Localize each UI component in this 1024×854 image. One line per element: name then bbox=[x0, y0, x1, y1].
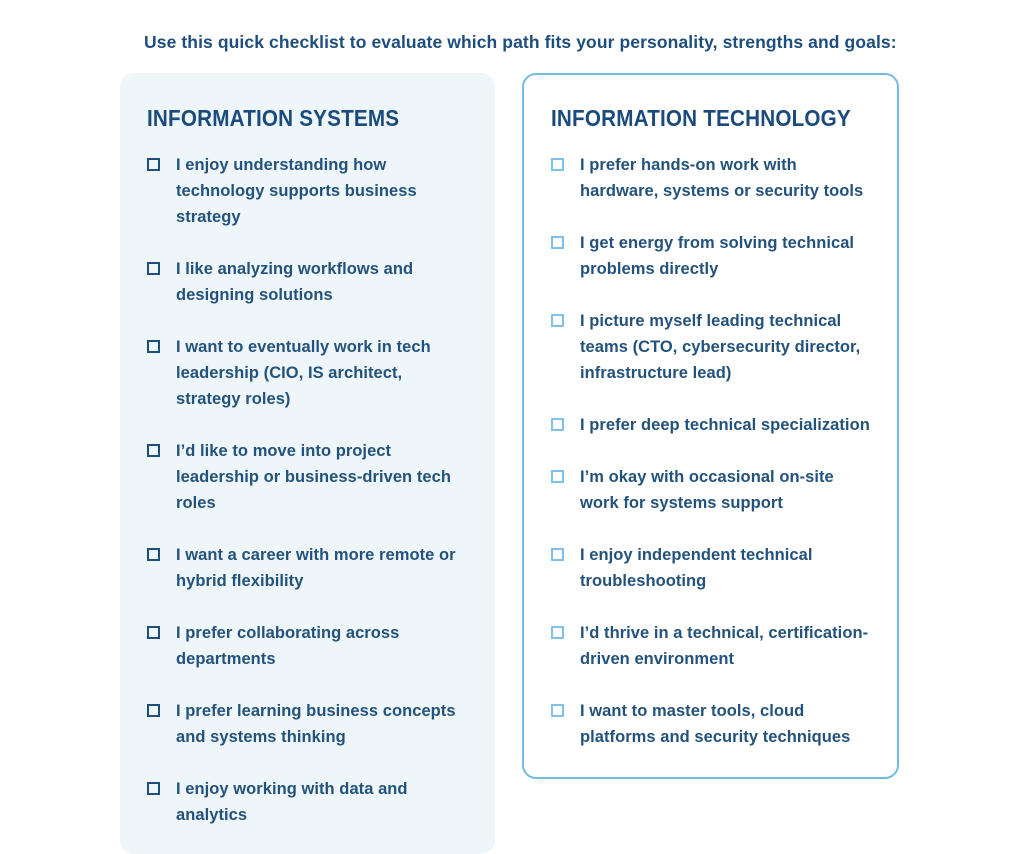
checklist-item-label: I like analyzing workflows and designing solutions bbox=[176, 260, 414, 304]
checklist-item-label: I enjoy independent technical troubleshooting bbox=[580, 546, 813, 590]
checklist-item[interactable] bbox=[551, 698, 873, 750]
checkbox-empty-icon[interactable] bbox=[551, 626, 564, 639]
checklist-item-label: I’m okay with occasional on-site work for systems support bbox=[580, 468, 834, 512]
checkbox-empty-icon[interactable] bbox=[551, 418, 564, 431]
card-title-information-systems: INFORMATION SYSTEMS bbox=[147, 105, 400, 131]
checklist-item-label: I get energy from solving technical problems directly bbox=[580, 234, 855, 278]
checklist-item[interactable] bbox=[147, 152, 469, 230]
checkbox-empty-icon[interactable] bbox=[147, 548, 160, 561]
checkbox-empty-icon[interactable] bbox=[551, 314, 564, 327]
checklist-item[interactable] bbox=[147, 334, 469, 412]
checkbox-empty-icon[interactable] bbox=[551, 704, 564, 717]
checklist-item-label: I enjoy understanding how technology supports business strategy bbox=[176, 156, 417, 226]
checklist-item-label: I prefer collaborating across departments bbox=[176, 624, 400, 668]
checkbox-empty-icon[interactable] bbox=[147, 704, 160, 717]
checklist-item[interactable] bbox=[551, 412, 873, 438]
checklist-information-technology bbox=[551, 152, 873, 750]
checklist-item-label: I’d like to move into project leadership or business-driven tech roles bbox=[176, 442, 451, 512]
checkbox-empty-icon[interactable] bbox=[147, 782, 160, 795]
checklist-item[interactable] bbox=[551, 542, 873, 594]
checklist-item[interactable] bbox=[147, 776, 469, 828]
checkbox-empty-icon[interactable] bbox=[147, 340, 160, 353]
card-information-systems bbox=[120, 73, 495, 854]
checkbox-empty-icon[interactable] bbox=[147, 626, 160, 639]
checklist-cards-row bbox=[120, 73, 899, 824]
card-title-information-technology: INFORMATION TECHNOLOGY bbox=[551, 105, 851, 131]
checklist-item[interactable] bbox=[147, 698, 469, 750]
checklist-item[interactable] bbox=[147, 438, 469, 516]
checkbox-empty-icon[interactable] bbox=[551, 470, 564, 483]
checklist-item-label: I prefer deep technical specialization bbox=[580, 416, 870, 434]
checklist-item[interactable] bbox=[551, 230, 873, 282]
checklist-item-label: I prefer learning business concepts and systems thinking bbox=[176, 702, 456, 746]
card-information-technology bbox=[522, 73, 899, 779]
checklist-item[interactable] bbox=[147, 256, 469, 308]
checklist-item[interactable] bbox=[147, 620, 469, 672]
checklist-item-label: I want a career with more remote or hybrid flexibility bbox=[176, 546, 456, 590]
checklist-item[interactable] bbox=[551, 308, 873, 386]
checkbox-empty-icon[interactable] bbox=[551, 548, 564, 561]
checklist-item[interactable] bbox=[551, 620, 873, 672]
checkbox-empty-icon[interactable] bbox=[551, 158, 564, 171]
checkbox-empty-icon[interactable] bbox=[147, 444, 160, 457]
checkbox-empty-icon[interactable] bbox=[147, 262, 160, 275]
checklist-item-label: I’d thrive in a technical, certification-driven environment bbox=[580, 624, 869, 668]
checklist-item-label: I want to master tools, cloud platforms and security techniques bbox=[580, 702, 851, 746]
checklist-information-systems bbox=[147, 152, 469, 828]
checkbox-empty-icon[interactable] bbox=[147, 158, 160, 171]
checklist-item[interactable] bbox=[551, 464, 873, 516]
checkbox-empty-icon[interactable] bbox=[551, 236, 564, 249]
intro-text: Use this quick checklist to evaluate which path fits your personality, strengths and goals: bbox=[144, 32, 897, 52]
checklist-item[interactable] bbox=[147, 542, 469, 594]
checklist-item-label: I prefer hands-on work with hardware, systems or security tools bbox=[580, 156, 864, 200]
checklist-item-label: I picture myself leading technical teams (CTO, cybersecurity director, infrastructure lead) bbox=[580, 312, 861, 382]
checklist-item-label: I enjoy working with data and analytics bbox=[176, 780, 408, 824]
checklist-item-label: I want to eventually work in tech leadership (CIO, IS architect, strategy roles) bbox=[176, 338, 431, 408]
checklist-item[interactable] bbox=[551, 152, 873, 204]
